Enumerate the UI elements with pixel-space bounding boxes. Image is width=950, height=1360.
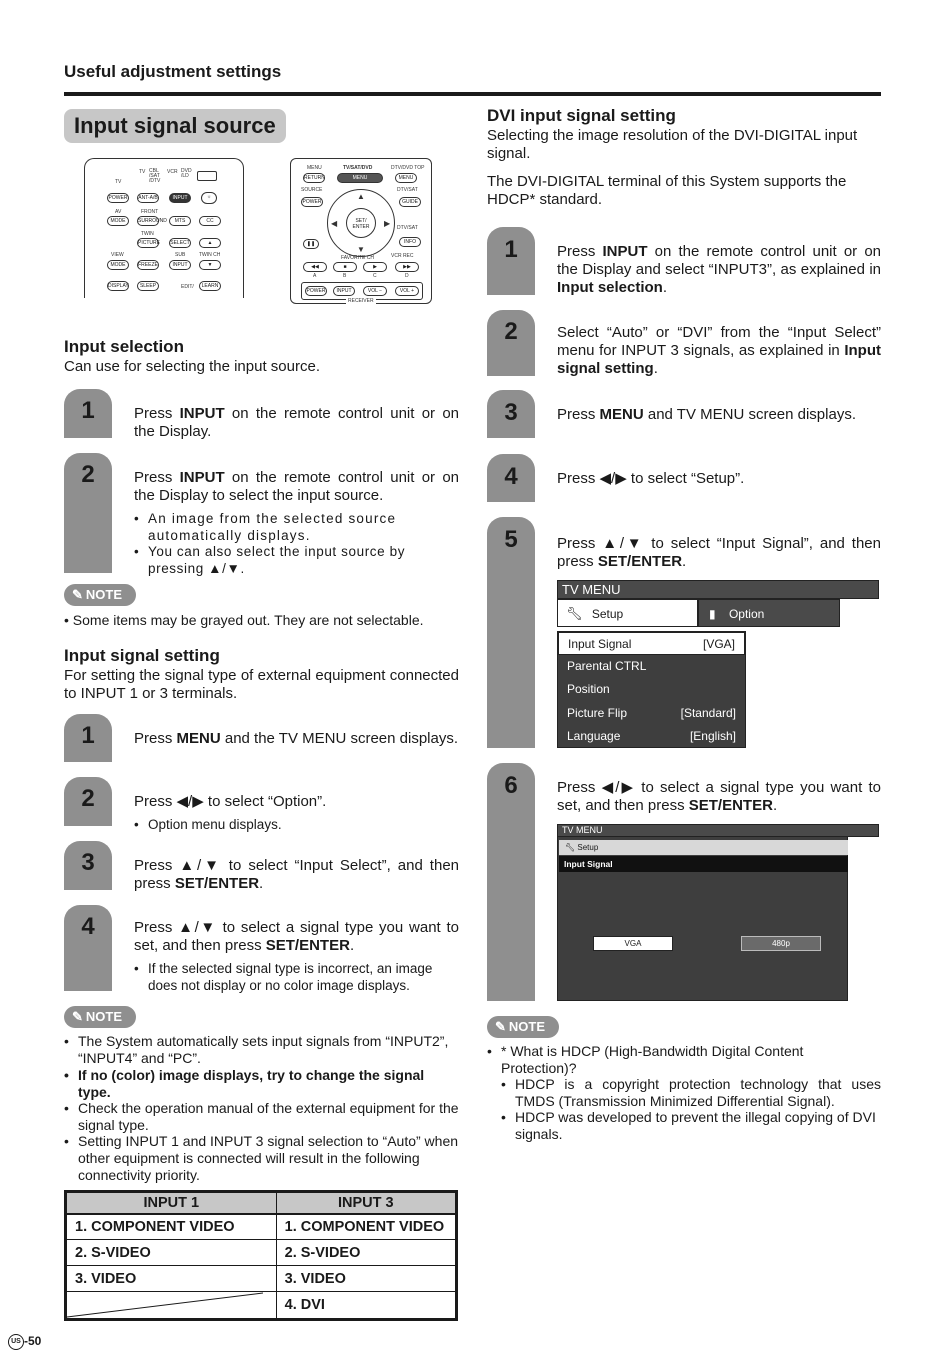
remote-receiver-input-button: INPUT bbox=[333, 286, 355, 296]
note-text: • * What is HDCP (High-Bandwidth Digital Content Protection)? bbox=[487, 1043, 804, 1076]
play-icon: ▶ bbox=[363, 262, 387, 272]
remote-surround-button: SURROUND bbox=[138, 218, 167, 224]
down-arrow-icon: ▼ bbox=[357, 245, 365, 254]
remote-mts-button: MTS bbox=[169, 216, 191, 226]
note-badge: ✎ NOTE bbox=[64, 1006, 136, 1028]
table-cell: 2. S-VIDEO bbox=[66, 1240, 277, 1266]
tv-menu-titlebar: TV MENU bbox=[557, 580, 879, 599]
step-text: Press INPUT on the remote control unit or on the Display and select “INPUT3”, as explained in Input selection. bbox=[557, 243, 881, 296]
remote-return-button: RETURN bbox=[304, 175, 325, 181]
tv-menu-item: Picture Flip [Standard] bbox=[567, 706, 736, 720]
step-bullet: • An image from the selected source automatically displays. bbox=[134, 511, 397, 543]
signal-option-480p: 480p bbox=[741, 936, 821, 951]
stop-icon: ■ bbox=[333, 262, 357, 272]
remote-label: C bbox=[373, 273, 377, 279]
remote-power-button: POWER bbox=[108, 195, 128, 201]
step-text: Press MENU and the TV MENU screen displays. bbox=[134, 730, 459, 747]
remote-label: DTV/SAT bbox=[397, 225, 418, 231]
step-number: 1 bbox=[81, 722, 95, 749]
remote-label: RECEIVER bbox=[348, 298, 374, 304]
remote-label: EDIT/ bbox=[181, 284, 194, 290]
step-bullet: • You can also select the input source by pressing ▲/▼. bbox=[134, 544, 406, 576]
section-subtitle: For setting the signal type of external equipment connected to INPUT 1 or 3 terminals. bbox=[64, 667, 459, 702]
table-header: INPUT 3 bbox=[276, 1192, 456, 1214]
remote-label: DVD /LD bbox=[181, 168, 192, 179]
header-rule bbox=[64, 92, 881, 96]
option-icon: ▮ bbox=[709, 607, 716, 621]
remote-select-button: SELECT bbox=[170, 240, 190, 246]
section-title-input-selection: Input selection bbox=[64, 337, 184, 356]
step-bullet: • If the selected signal type is incorrect, an image does not display or no color image displays. bbox=[134, 961, 433, 993]
table-row bbox=[66, 1240, 457, 1266]
tv-menu-subtitle: Input Signal bbox=[559, 856, 848, 872]
table-row bbox=[66, 1266, 457, 1292]
remote-label: AV bbox=[115, 209, 122, 215]
table-row bbox=[66, 1214, 457, 1240]
tv-menu-list bbox=[557, 631, 746, 748]
setup-icon: 🔧︎ bbox=[565, 843, 576, 852]
section-title-input-signal-setting: Input signal setting bbox=[64, 646, 220, 665]
table-row bbox=[66, 1292, 457, 1320]
left-arrow-icon: ◀ bbox=[331, 219, 338, 228]
step-number: 2 bbox=[81, 461, 95, 488]
step-text: Press ◀/▶ to select “Option”. bbox=[134, 793, 327, 810]
table-cell: 2. S-VIDEO bbox=[276, 1240, 456, 1266]
step-number: 1 bbox=[81, 397, 95, 424]
pencil-icon: ✎ bbox=[72, 587, 83, 602]
tv-menu-item-selected: Input Signal [VGA] bbox=[558, 632, 745, 655]
step-text: Press ▲/▼ to select a signal type you want to set, and then press SET/ENTER. bbox=[134, 919, 459, 954]
right-arrow-icon: ▶ bbox=[384, 219, 391, 228]
remote-sub-input-button: INPUT bbox=[169, 260, 191, 270]
step-number: 2 bbox=[81, 785, 95, 812]
priority-table bbox=[64, 1190, 458, 1321]
remote-info-button: INFO bbox=[399, 237, 421, 247]
remote-label: TV bbox=[115, 179, 122, 185]
diagonal-line bbox=[67, 1292, 263, 1318]
step-number: 4 bbox=[81, 913, 95, 940]
remote-guide-button: GUIDE bbox=[399, 197, 421, 207]
remote-label: FRONT bbox=[141, 209, 159, 215]
remote-mode-button: MODE bbox=[107, 216, 129, 226]
remote-illustration-receiver bbox=[290, 158, 432, 304]
note-text: • If no (color) image displays, try to change the signal type. bbox=[64, 1067, 425, 1100]
remote-label: VCR REC bbox=[391, 253, 414, 259]
step-number: 3 bbox=[81, 849, 95, 876]
remote-receiver-power-button: POWER bbox=[306, 288, 326, 294]
note-badge: ✎ NOTE bbox=[487, 1016, 559, 1038]
step-number: 6 bbox=[504, 772, 518, 799]
note-text: • Setting INPUT 1 and INPUT 3 signal selection to “Auto” when other equipment is connected will result in the following connectivity priority. bbox=[64, 1133, 459, 1183]
remote-picture-button: PICTURE bbox=[138, 240, 160, 246]
signal-option-vga: VGA bbox=[593, 936, 673, 951]
remote-set-enter-button: SET/ ENTER bbox=[346, 208, 376, 238]
remote-label: TV bbox=[139, 169, 146, 175]
remote-label: SUB bbox=[175, 252, 186, 258]
step-text: Press ▲/▼ to select “Input Select”, and then press SET/ENTER. bbox=[134, 857, 459, 892]
remote-label: FAVORITE CH bbox=[341, 255, 374, 261]
remote-display-button: DISPLAY bbox=[108, 283, 129, 289]
remote-label: VIEW bbox=[111, 252, 124, 258]
page-header: Useful adjustment settings bbox=[64, 62, 282, 81]
note-badge: ✎ NOTE bbox=[64, 584, 136, 606]
region-badge: US bbox=[8, 1334, 24, 1350]
step-number: 2 bbox=[504, 318, 518, 345]
step-text: Select “Auto” or “DVI” from the “Input Select” menu for INPUT 3 signals, as explained in Input signal setting. bbox=[557, 324, 881, 377]
pencil-icon: ✎ bbox=[495, 1019, 506, 1034]
step-text: Press ▲/▼ to select “Input Signal”, and then press SET/ENTER. bbox=[557, 535, 881, 570]
table-cell: 1. COMPONENT VIDEO bbox=[276, 1214, 456, 1240]
note-text: • HDCP is a copyright protection technology that uses TMDS (Transmission Minimized Differential Signal). bbox=[501, 1076, 881, 1109]
pause-icon: ❚❚ bbox=[303, 239, 319, 249]
brightness-icon: ☼ bbox=[201, 192, 217, 204]
remote-label: CBL /SAT /DTV bbox=[149, 168, 161, 184]
step-number: 1 bbox=[504, 236, 518, 263]
remote-label: TV/SAT/DVD bbox=[343, 165, 373, 171]
mode-switch bbox=[197, 171, 217, 181]
remote-label: VCR bbox=[167, 169, 178, 175]
step-text: Press INPUT on the remote control unit or on the Display to select the input source. bbox=[134, 469, 459, 504]
remote-label: SOURCE bbox=[301, 187, 323, 193]
remote-source-power-button: POWER bbox=[302, 199, 322, 205]
step-number: 5 bbox=[504, 526, 518, 553]
tv-menu-tab-setup: 🔧︎ Setup bbox=[557, 599, 698, 627]
remote-vol-up-button: VOL + bbox=[395, 286, 419, 296]
rewind-icon: ◀◀ bbox=[303, 262, 327, 272]
step-number: 4 bbox=[504, 463, 518, 490]
tv-menu-tab-option: ▮ Option bbox=[698, 599, 840, 627]
section-subtitle: Selecting the image resolution of the DVI-DIGITAL input signal. bbox=[487, 127, 858, 162]
remote-label: D bbox=[405, 273, 409, 279]
section-subtitle: The DVI-DIGITAL terminal of this System supports the HDCP* standard. bbox=[487, 173, 847, 208]
remote-top-menu-button: MENU bbox=[395, 173, 417, 183]
table-cell: 3. VIDEO bbox=[66, 1266, 277, 1292]
tv-menu-item: Language [English] bbox=[567, 729, 736, 743]
remote-input-button: INPUT bbox=[169, 193, 191, 203]
tv-menu-item: Position bbox=[567, 682, 610, 696]
tv-menu-titlebar: TV MENU bbox=[557, 824, 879, 837]
remote-label: DTV/SAT bbox=[397, 187, 418, 193]
table-cell-empty bbox=[66, 1292, 277, 1320]
note-text: • Check the operation manual of the external equipment for the signal type. bbox=[64, 1100, 459, 1133]
page-number: US -50 bbox=[8, 1334, 41, 1350]
step-text: Press ◀/▶ to select a signal type you want to set, and then press SET/ENTER. bbox=[557, 779, 881, 814]
remote-sleep-button: SLEEP bbox=[137, 281, 159, 291]
down-arrow-icon: ▼ bbox=[199, 260, 221, 270]
remote-vol-down-button: VOL − bbox=[363, 286, 387, 296]
section-title-dvi: DVI input signal setting bbox=[487, 106, 676, 125]
fast-forward-icon: ▶▶ bbox=[395, 262, 419, 272]
remote-illustration-main bbox=[84, 158, 244, 298]
section-subtitle: Can use for selecting the input source. bbox=[64, 358, 320, 375]
table-cell: 3. VIDEO bbox=[276, 1266, 456, 1292]
up-arrow-icon: ▲ bbox=[199, 238, 221, 248]
step-number: 3 bbox=[504, 399, 518, 426]
step-text: Press ◀/▶ to select “Setup”. bbox=[557, 470, 745, 487]
note-text: • Some items may be grayed out. They are not selectable. bbox=[64, 612, 424, 628]
table-cell: 4. DVI bbox=[276, 1292, 456, 1320]
remote-learn-button: LEARN bbox=[199, 281, 221, 291]
remote-menu-button: MENU bbox=[337, 173, 383, 183]
table-header: INPUT 1 bbox=[66, 1192, 277, 1214]
page-title: Input signal source bbox=[64, 109, 286, 143]
tv-menu-tab-setup: 🔧︎ Setup bbox=[559, 840, 848, 855]
remote-freeze-button: FREEZE bbox=[138, 262, 158, 268]
tv-menu-item: Parental CTRL bbox=[567, 659, 647, 673]
remote-label: TWIN bbox=[141, 231, 154, 237]
setup-icon: 🔧︎ bbox=[566, 606, 583, 621]
table-cell: 1. COMPONENT VIDEO bbox=[66, 1214, 277, 1240]
remote-label: TWIN CH bbox=[199, 252, 221, 258]
pencil-icon: ✎ bbox=[72, 1009, 83, 1024]
remote-label: DTV/DVD TOP bbox=[391, 165, 425, 171]
step-text: Press INPUT on the remote control unit or on the Display. bbox=[134, 405, 459, 440]
note-text: • HDCP was developed to prevent the illegal copying of DVI signals. bbox=[501, 1109, 876, 1142]
remote-view-mode-button: MODE bbox=[107, 260, 129, 270]
up-arrow-icon: ▲ bbox=[357, 192, 365, 201]
remote-label: A bbox=[313, 273, 317, 279]
remote-ant-button: ANT-A/B bbox=[138, 195, 158, 201]
remote-label: MENU bbox=[307, 165, 322, 171]
remote-cc-button: CC bbox=[199, 216, 221, 226]
note-text: • The System automatically sets input signals from “INPUT2”, “INPUT4” and “PC”. bbox=[64, 1033, 449, 1066]
step-bullet: • Option menu displays. bbox=[134, 817, 282, 832]
remote-label: B bbox=[343, 273, 347, 279]
step-text: Press MENU and TV MENU screen displays. bbox=[557, 406, 856, 423]
